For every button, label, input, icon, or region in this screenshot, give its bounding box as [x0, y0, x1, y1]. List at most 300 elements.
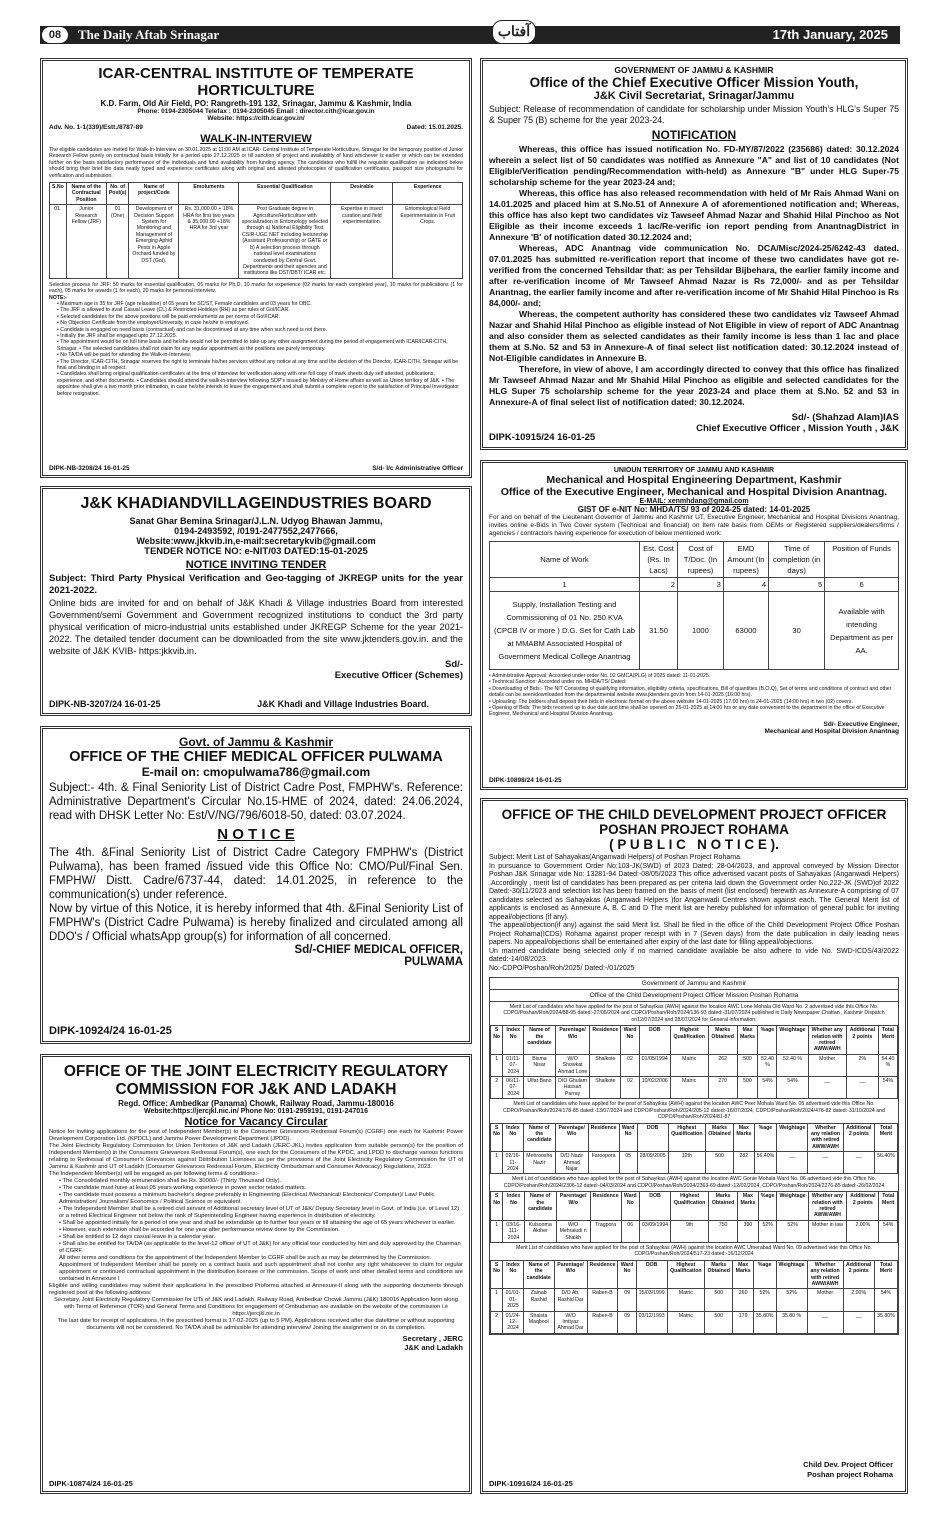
youth-paragraph: Therefore, in view of above, I am accordingly directed to convey that this office has finalized Mr Tawseef Ahmad Nazar and Mr Shahid Hilal Pinchoo as eligible and selected candidates for the HLG Super 75 scholarship scheme for the year 2023-24 and place them at S.No. 52 and 53 in Annexure-A of final select list of notification dated: 30.12.2024. [489, 364, 899, 407]
cdpo-cell: __ [777, 1152, 808, 1174]
mech-notes [489, 673, 899, 718]
mech-intro: For and on behalf of the Lieutenant Governor of Jammu and Kashmir UT, Executive Engineer, Mechanical and Hospital Divisions Anantnag, invites online e-Bids in Two Cover system (Technical and financial) on Item rate basis from OEMs or Registered suppliers/dealers/firms / agencies / contractors having experience for execution of below mentioned work: [489, 514, 899, 537]
cdpo-merit-table-4 [490, 1260, 898, 1334]
cdpo-cell: 28/09/2005 [637, 1152, 668, 1174]
mech-col-tdoc-cost: Cost of T/Doc. (In rupees) [678, 542, 724, 578]
mech-completion: 30 [769, 592, 825, 670]
mech-emd: 63000 [723, 592, 768, 670]
cdpo-cell: 09 [618, 1289, 636, 1311]
cdpo-col: Weightage [776, 1260, 807, 1289]
icar-cell: Post Graduate degree in Agriculture/Horticulture with specialization in Entomology selected through a) National Eligibility Test CSIR-UGC NET including lectureship (Assistant Professorship) or GATE or b) A selection process through national level examinations conducted by Central Govt. Departments and their agencies and institutions like DST/DBT/ ICAR etc. [239, 205, 331, 278]
table-row [491, 1220, 898, 1242]
jerc-term: • The Independent Member shall be a retired civil servant of Additional secretary level of UT of J&K/ Deputy Secretary level in Govt. of India (i.e. of Level 12) or a retired Electrical Engineer not below the rank of Superintending Engineer having experience in distribution of electricity. [59, 1206, 463, 1220]
cdpo-cell: Tragpora [590, 1220, 621, 1242]
jerc-title: OFFICE OF THE JOINT ELECTRICITY REGULATORY [63, 1063, 449, 1080]
khadi-subject: Subject: Third Party Physical Verification and Geo-tagging of JKREGP units for the year 2021-2022. [49, 573, 463, 596]
khadi-dipk: DIPK-NB-3207/24 16-01-25 [49, 699, 161, 709]
cdpo-col: Parentage/ W/o [555, 1026, 590, 1055]
cdpo-col: Parentage/ W/o [556, 1192, 590, 1221]
icar-cell: Development of Decision Support System for Monitoring and Management of Emerging Aphid Pests in Apple Orchard funded by DST (GoI). [129, 205, 179, 278]
icar-adv-number: Adv. No. 1-1(339)/Estt./8787-89 [49, 124, 143, 131]
icar-col-desirable: Desirable [331, 183, 393, 205]
cdpo-col: Total Merit [874, 1123, 897, 1152]
icar-note: • The Director, ICAR-CITH, Srinagar reserves the right to terminate his/her services without any notice at any time and the decision of the Director, ICAR-CITH, Srinagar will be final and binding in all respect. [57, 359, 463, 372]
youth-govt: GOVERNMENT OF JAMMU & KASHMIR [614, 65, 774, 75]
cdpo-col: Weightage [777, 1123, 808, 1152]
cdpo-merit-table-2 [490, 1123, 898, 1175]
cdpo-cell: D/O Nazir Ahmad Najar [555, 1152, 588, 1174]
cdpo-cell: 1 [491, 1054, 503, 1076]
cdpo-cell: 03/16-111-2024 [503, 1220, 524, 1242]
mech-dipk: DIPK-10898/24 16-01-25 [489, 777, 562, 784]
icar-col-posts: No. of Post(s) [106, 183, 129, 205]
table-row [491, 1311, 898, 1333]
icar-advertisement [40, 58, 472, 478]
cdpo-cell: 1 [491, 1152, 503, 1174]
cdpo-col: DOB [639, 1026, 670, 1055]
jerc-heading: Notice for Vacancy Circular [184, 1116, 328, 1128]
cdpo-cell: W/O Mehraiudi n Shaikh [556, 1220, 590, 1242]
cdpo-merit-table-3 [490, 1191, 898, 1243]
cdpo-col: Parentage/ W/o [554, 1260, 587, 1289]
jerc-term: • The candidate must possess a minimum bachelor's degree preferably in Engineering (Electrical /Mechanical/ Electronics/ Computer)/ Law/ Public Administration/ Journalism/ Economics / Political Science or equivalent. [59, 1192, 463, 1206]
cmo-subject: Subject:- 4th. & Final Seniority List of District Cadre Post, FMPHW's. Reference: Administrative Department's Circular No.15-HME of 2024, dated: 24.06.2024, read with DHSK Letter No: Est/V/NG/796/6018-50, dated: 03.07.2024. [49, 782, 463, 822]
jerc-term: • Shall be entitled to 12 days casual leave in a calendar year. [59, 1234, 463, 1241]
cdpo-col: Parentage/ W/o [555, 1123, 588, 1152]
cdpo-col: Whether any relation with retired AWW/AWH [807, 1260, 843, 1289]
youth-paragraph: Whereas, the competent authority has considered these two candidates viz Tawseef Ahmad Nazar and Shahid Hilal Pinchoo as eligible instead of Not Eligible in view of report of ADC Anantnag and also consider them as selected candidates as their family income is less than 1 lac and place them at S.No. 52 and 53 in Annexure-A of final select list notification dated: 30.12.2024 instead of Not-Eligible candidates in Annexure B. [489, 309, 899, 363]
cdpo-office: Office of the Child Development Project Officer Mission Poshan Rohama [490, 990, 898, 1002]
cdpo-cell: 52.40 % [758, 1054, 777, 1076]
table-row [491, 1054, 898, 1076]
icar-note: • No Objection Certificate from the employer/University, in case he/she is employed. [57, 320, 463, 326]
cdpo-body: The appeal/objection(if any) against the said Merit list. Shall be filed in the office of the Child Development Project Office Poshan Project Rohama(ICDS) Rohama against proper receipt with in 7 (Seven days) from the date publication in daily leading news papers. No appeal/objections shall be entertained after expiry of the last date for filling appeal/objections. [489, 922, 899, 946]
icar-date: Dated: 15.01.2025. [406, 124, 463, 131]
cdpo-cell: 01/24-12-2024 [503, 1311, 524, 1333]
jerc-signatory-org: J&K and Ladakh [404, 1343, 463, 1352]
youth-signatory: Sd/- (Shahzad Alam)IAS [791, 412, 899, 423]
icar-note: • Initially the JRF shall be engaged upto 27.12.2025. [57, 333, 463, 339]
mech-signatory-office: Mechanical and Hospital Division Anantnag [764, 727, 899, 735]
cdpo-col: S No [491, 1260, 503, 1289]
cdpo-col: Weightage [777, 1026, 808, 1055]
mech-note: • Opening of Bids: The bids received up to due date and time shall be opened on 25-01-2025 at 14:00 hrs or any date convenient to the department in the office of Executive Engineer, Mechanical and Hospital Division Anantnag. [489, 705, 899, 718]
cdpo-cell: 10/02/2006 [639, 1077, 670, 1099]
cdpo-col: Name of the candidate [524, 1192, 556, 1221]
cdpo-col: Ward No [621, 1026, 639, 1055]
cdpo-col: Marks Obtained [705, 1260, 733, 1289]
cdpo-cell: 12th [668, 1152, 705, 1174]
cdpo-cell: 02/16-11-2024 [503, 1152, 524, 1174]
cdpo-advertisement [480, 798, 908, 1494]
cmo-title: OFFICE OF THE CHIEF MEDICAL OFFICER PULWAMA [69, 749, 443, 765]
cdpo-cell: __ [808, 1077, 846, 1099]
cdpo-title: OFFICE OF THE CHILD DEVELOPMENT PROJECT OFFICER [501, 807, 887, 822]
cdpo-signatory-project: Poshan project Rohama [807, 1470, 893, 1479]
mech-department: Mechanical and Hospital Engineering Department, Kashmir [546, 474, 842, 486]
cmo-dipk: DIPK-10924/24 16-01-25 [49, 1025, 172, 1037]
cdpo-cell: 390 [737, 1220, 758, 1242]
mech-col-emd: EMD Amount (In rupees) [723, 542, 768, 578]
newspaper-header [40, 26, 900, 44]
table-row [491, 1289, 898, 1311]
cdpo-cell: Mother [808, 1054, 846, 1076]
cdpo-cell: 52% [753, 1289, 776, 1311]
jerc-paragraph: Appointment of Independent Member shall be purely on a contract basis and such appointment shall not confer any right whatsoever to claim for regular appointment or continued contractual appointment in the distribution licensee or the commission. Scope of work and other detailed terms and conditions are contained in Annexure I [59, 1262, 463, 1282]
jerc-advertisement [40, 1054, 472, 1494]
jerc-website: Website:https://jercjkl.nic.in/ Phone No: 0191-2959191, 0191-247016 [144, 1108, 368, 1115]
newspaper-logo: آفتاب [492, 20, 536, 44]
icar-col-emoluments: Emoluments [179, 183, 239, 205]
icar-col-project: Name of project/Code [129, 183, 179, 205]
mech-note: • Uploading: The bidders shall deposit their bids in electronic format on the above website 14-01-2025 (17:00 hrs) to 24-01-2025 (14:00 hrs) in two (02) covers. [489, 699, 899, 705]
cdpo-cell: Raben-B [587, 1289, 618, 1311]
mech-note: • Administrative Approval: Accorded under order No. 02 GMCA(PLG) of 2025 dated: 11-01-2025. [489, 673, 899, 679]
cdpo-cell: Matric [667, 1289, 704, 1311]
cdpo-cell: Faroopora [588, 1152, 619, 1174]
cdpo-col: Max Marks [733, 1260, 754, 1289]
cdpo-dipk: DIPK-10916/24 16-01-25 [489, 1479, 573, 1488]
khadi-signatory: Executive Officer (Schemes) [334, 670, 463, 681]
cdpo-cell: 56.40% [754, 1152, 777, 1174]
mech-col-number: 6 [825, 578, 899, 592]
icar-cell: Entomological Field Experimentation in Fruit Crops. [393, 205, 463, 278]
jerc-title-line2: COMMISSION FOR J&K AND LADAKH [115, 1081, 397, 1098]
cdpo-subject: Subject: Merit List of Sahayakas(Anganwadi Helpers) of Poshan Project Rohama. [489, 854, 742, 861]
cdpo-col: Residence [590, 1192, 621, 1221]
cdpo-col: Residence [590, 1026, 621, 1055]
icar-note: • The JRF is allowed to avail Casual Leave (CL) & Restricted Holidays (RH) as per rules of GoI/ICAR. [57, 307, 463, 313]
mech-col-completion: Time of completion (in days) [769, 542, 825, 578]
icar-cell: 01 (One) [106, 205, 129, 278]
jerc-address-paragraph: Secretary, Joint Electricity Regulatory Commission for UTs of J&K and Ladakh, Railway Road, Ambedkar Chowk Jammu (J&K) 180016 Application form along with Terms of Reference (TOR) and General Terms and Conditions for engagement of Ombudsman are available on the website of the commission i.e https://jercjkl.nic.in [54, 1297, 458, 1317]
cdpo-cell: 2% [846, 1054, 878, 1076]
cmo-heading: N O T I C E [217, 826, 295, 843]
cdpo-col: S No [491, 1192, 503, 1221]
newspaper-name: The Daily Aftab Srinagar [78, 27, 220, 42]
mech-col-number: 3 [678, 578, 724, 592]
cdpo-cell: Mother [807, 1289, 843, 1311]
icar-cell: 01. [50, 205, 67, 278]
cdpo-col: Additional 2 points [843, 1260, 874, 1289]
cdpo-cell: 2 [491, 1077, 503, 1099]
jerc-paragraph: The Independent Member(s) will be engaged as per following terms & conditions:- [49, 1171, 260, 1177]
cdpo-col: Marks Obtained [709, 1192, 738, 1221]
cdpo-col: Marks Obtained [708, 1026, 737, 1055]
cmo-advertisement [40, 726, 472, 1044]
cdpo-cell: 05 [619, 1152, 637, 1174]
cdpo-cell: W/O Showkat Ahmad Lone [555, 1054, 590, 1076]
icar-note: • No TA/DA will be paid for attending the Walk-in-Interview. [57, 352, 463, 358]
cdpo-col: Highest Qualification [667, 1260, 704, 1289]
jerc-term: • Shall also be entitled for TA/DA (as applicable to the level-12 officer of UT of J&K) for any official tour conducted by him and duly approved by the Chairman of CGRF. [59, 1241, 463, 1255]
cdpo-col: Whether any relation with retired AWW/AWH [808, 1192, 847, 1221]
cdpo-col: %age [754, 1123, 777, 1152]
cdpo-col: Highest Qualification [670, 1026, 708, 1055]
mech-col-number: 1 [490, 578, 640, 592]
cdpo-cell: 54% [878, 1077, 897, 1099]
cdpo-cell: 1 [491, 1289, 503, 1311]
icar-phone: Phone: 0194-2305044 Telefax : 0194-2305045 Email : director.cith@icar.gov.in [137, 108, 375, 115]
cdpo-col: S No [491, 1123, 503, 1152]
cdpo-cell: 179 [733, 1311, 754, 1333]
cdpo-col: S No [491, 1026, 503, 1055]
jerc-paragraph: The last date for receipt of applications, in the prescribed format is 17-02-2025 (up to 5 PM). Applications received after due dateltime or without supporting documents will not be considered. No TA/DA shall be admissible for attending interview/ Joining the assignment or on its completion. [57, 1318, 455, 1331]
cmo-email: E-mail on: cmopulwama786@gmail.com [141, 765, 371, 779]
cdpo-cell: 52% [777, 1220, 808, 1242]
youth-signatory-designation: Chief Executive Officer , Mission Youth , J&K [696, 423, 899, 434]
cdpo-cell: 54% [758, 1077, 777, 1099]
cdpo-cell: 03/09/1994 [640, 1220, 671, 1242]
cdpo-cell: Bisma Nisar [524, 1054, 556, 1076]
mech-est-cost: 31.50 [640, 592, 678, 670]
icar-table [49, 182, 463, 279]
mech-note: • Downloading of Bids:- The NIT Consisting of qualifying information, eligibility criteria, specifications, Bill of quantities (B.O.Q), Set of terms and conditions of contract and other details can be seen/downloaded from the departmental website www.jktenders.gov.in from 14-01-2025 (16:00 hrs). [489, 686, 899, 699]
cdpo-cell: Matric [670, 1077, 708, 1099]
youth-title: Office of the Chief Executive Officer Mission Youth, [529, 75, 859, 90]
cdpo-col: Total Merit [874, 1260, 897, 1289]
icar-col-qualification: Essential Qualification [239, 183, 331, 205]
cmo-govt: Govt. of Jammu & Kashmir [178, 735, 334, 749]
cdpo-col: DOB [637, 1123, 668, 1152]
cdpo-cell: 01/01-01-2025 [503, 1289, 524, 1311]
mech-gist: GIST OF e-NIT No: MHDA/TS/ 93 of 2024-25 dated: 14-01-2025 [577, 505, 811, 514]
jerc-term: • The candidate must have at least 05 years working experience in power sector related matters. [59, 1185, 463, 1192]
mechanical-hospital-advertisement [480, 460, 908, 790]
cdpo-col: Max Marks [737, 1192, 758, 1221]
cdpo-cell: 06 [621, 1220, 639, 1242]
icar-signatory: S/d- I/c Administrative Officer [372, 465, 463, 472]
cdpo-cell: Shalkote [590, 1077, 621, 1099]
cdpo-cell: 01/11-07-2024 [503, 1054, 524, 1076]
cdpo-col: Ward No [618, 1260, 636, 1289]
icar-col-position: Name of the Contractual Position [66, 183, 106, 205]
cdpo-cell: 54% [874, 1289, 897, 1311]
cdpo-cell: 260 [733, 1289, 754, 1311]
cdpo-col: Index No [503, 1192, 524, 1221]
jerc-term: • However, each extension shall be accorded for one year after performance review done by the Commission. [59, 1227, 463, 1234]
cdpo-cell: 15/03/1999 [636, 1289, 667, 1311]
cdpo-col: Highest Qualification [671, 1192, 709, 1221]
mech-ut: UNIOUN TERRITORY OF JAMMU AND KASHMIR [613, 467, 775, 474]
cdpo-cell: Matric [667, 1311, 704, 1333]
cdpo-cell: 35.80% [753, 1311, 776, 1333]
cdpo-section-caption: Merit List of candidates who have applied for the post of Sahayikas (AWH) against the location AWC Gonie Mohala Ward No. 06 advertised vide this Office No. CDPO/Poshan/Roh/2024/2306-12 dated:-04/03/2024 and CDPO/Poshan/Roh/2024/2363-69 dated:-12/02/2024, CDPO/Poshan/Roh/2024/2276-85 dated:-26/02/2024 [503, 1176, 885, 1189]
cdpo-cell: 2 [491, 1311, 503, 1333]
cdpo-col: Total Merit [878, 1026, 897, 1055]
jerc-paragraph: Notice for inviting applications for the post of Independent Member(s) to the Consumer Grievances Redressal Forum(s) (CGRF) one each for Kashmir Power Development Corporation Ltd. (KPDCL) and Jammu Power Development Department (JPDD). [49, 1129, 463, 1142]
icar-dipk: DIPK-NB-3208/24 16-01-25 [49, 465, 130, 472]
khadi-title: J&K KHADIANDVILLAGEINDUSTRIES BOARD [80, 495, 432, 512]
icar-col-sno: S.No [50, 183, 67, 205]
cdpo-cell: 52.40 % [777, 1054, 808, 1076]
icar-cell: Rs. 31,000.00 + 18% HRA for first two years & 35,000.00 +18% HRA for 3rd year [179, 205, 239, 278]
cdpo-cell: 52% [758, 1220, 777, 1242]
cdpo-cell: 54% [879, 1220, 898, 1242]
youth-subject: Subject: Release of recommendation of candidate for scholarship under Mission Youth's HLG's Super 75 & Super 75 (B) scheme for the year 2023-24. [489, 104, 899, 125]
cdpo-col: Name of the candidate [523, 1260, 554, 1289]
cdpo-col: DOB [640, 1192, 671, 1221]
mech-office: Office of the Executive Engineer, Mechanical and Hospital Division Anantnag. [500, 486, 888, 498]
cmo-paragraph: The 4th. &Final Seniority List of District Cadre Category FMPHW's (District Pulwama), has been framed /issued vide this Office No: CMO/Pul/Final Sen. FMPHW/ Distt. Cadre/6737-44, dated: 14.01.2025, in reference to the communication(s) under reference. [49, 847, 463, 901]
cdpo-cell: Zainab Rashid [523, 1289, 554, 1311]
jerc-term: • Shall be appointed initially for a period of one year and shall be extendable up to further four years or till attaining the age of 65 years whichever is earlier. [59, 1220, 463, 1227]
jerc-paragraph: The Joint Electricity Regulatory Commission for Union Territories of J&K and Ladakh (JERC-JKL) invites application from suitable person(s) for the position of Independent Member(s) in the Consumers Grievances Redressal Forum(s), one each for the Consumers of the KPDC, and LPDD to discharge various functions relating to Redressal of Consumer's Grievances against Distribution Licensees as per the provisions of the Joint Electricity Regulatory Commission for UT of Jammu & Kashmir and UT of Ladakh (Consumer Grievances Redressal Forum, Electricity Ombudsman and Consumer Advocacy) Regulations, 2023. [49, 1143, 463, 1170]
mech-col-est-cost: Est. Cost (Rs. In Lacs) [640, 542, 678, 578]
cdpo-cell: 54% [777, 1077, 808, 1099]
cdpo-col: %age [753, 1260, 776, 1289]
mission-youth-advertisement [480, 58, 908, 450]
cdpo-cell: 500 [705, 1152, 733, 1174]
cdpo-cell: __ [843, 1152, 874, 1174]
cdpo-cell: Mother in law [808, 1220, 847, 1242]
khadi-sd: Sd/- [445, 659, 463, 670]
cdpo-col: Marks Obtained [705, 1123, 733, 1152]
cdpo-col: Ward No [619, 1123, 637, 1152]
cdpo-cell: 2.00% [847, 1220, 879, 1242]
jerc-signatory: Secretary , JERC [402, 1334, 463, 1343]
cdpo-reference: No:-CDPO/Poshan/Roh/2025/ Dated:-/01/2025 [489, 964, 635, 972]
cdpo-cell: 282 [734, 1152, 754, 1174]
khadi-body: Online bids are invited for and on behalf of J&K Khadi & Village industries Board from interested Government/semi Government and Government recognized institutions to conduct the 3rd party physical verification of micro-industrial units established under JKREGP Scheme for the year 2021-2022. The detailed tender document can be downloaded from the site www.jktenders.gov.in. and the website of J&K KVIB- https:jkkvib.in. [49, 598, 463, 656]
cdpo-cell: 09 [618, 1311, 636, 1333]
cdpo-col: Index No [503, 1123, 524, 1152]
icar-note: • The appointment would be on full time basis and he/she would not be permitted to take up any other assignment during the period of engagement with ICAR/ICAR-CITH, Srinagar. • The selected candidates shall not claim for any regular appointment as the positions are purely temporary. [57, 339, 463, 352]
icar-note: • Candidate is engaged on need basis (contractual) and can be discontinued at any time when such need is not there. [57, 327, 463, 333]
cdpo-col: Whether any relation with retired AWW/AWH [808, 1026, 846, 1055]
khadi-website: Website:www.jkkvib.in,e-mail:secretarykvib@gmail.com [136, 536, 376, 546]
mech-col-number: 2 [640, 578, 678, 592]
youth-paragraph: Whereas, this office has issued notification No. FD-MY/87/2022 (235686) dated: 30.12.2024 wherein a select list of 50 candidates was notified as Annexure "A" and list of 10 candidates (Not Eligible/Verification pending/Recommendation with-held) as Annexure "B" under HLG Super-75 scholarship scheme for the year 2023-24 and; [489, 144, 899, 187]
cdpo-cell: __ [843, 1311, 874, 1333]
cdpo-cell: 35.80% [874, 1311, 897, 1333]
cdpo-body: Un married candidate being selected only if no married candidate available be also adhere to vide No. SWD-ICDS/43/2022 dated:-14/08/2023. [489, 947, 899, 963]
cdpo-cell: 01/05/1994 [639, 1054, 670, 1076]
cdpo-col: Name of the candidate [524, 1026, 556, 1055]
youth-title-line2: J&K Civil Secretariat, Srinagar/Jammu [593, 90, 795, 102]
youth-paragraph: Whereas, this office has also released recommendation with held of Mr Rais Ahmad Wani on 14.01.2025 and placed him at S.No.51 of Annexure A of aforementioned notification and; Whereas, this office has also kept two candidates viz Tawseef Ahmad Nazar and Shahid Hilal Pinchoo as Not Eligible as their income exceeds 1 lac/Re-verific ion report pending from AnantnagDistrict in Annexure 'B' of notification dated 30.12.2024 and; [489, 188, 899, 242]
icar-note: • Maximum age is 35 for JRF (age relaxation) of 05 years for SC/ST, Female candidates and 03 years for OBC. [57, 301, 463, 307]
mech-col-number: 5 [769, 578, 825, 592]
khadi-heading: NOTICE INVITING TENDER [185, 559, 327, 571]
cdpo-cell: __ [846, 1077, 878, 1099]
cdpo-cell: 1 [491, 1220, 503, 1242]
cdpo-col: Residence [588, 1123, 619, 1152]
cdpo-col: Whether any relation with retired AWW/AWH [808, 1123, 843, 1152]
cdpo-cell: Ulfat Bano [524, 1077, 556, 1099]
issue-date: 17th January, 2025 [772, 27, 888, 42]
cdpo-col: Max Marks [737, 1026, 758, 1055]
mech-email: E-MAIL: xenmhdang@gmail.com [639, 498, 749, 505]
icar-website: Website: https://cith.icar.gov.in/ [207, 115, 305, 122]
khadi-board: J&K Khadi and Village Industries Board. [257, 699, 429, 709]
icar-title: ICAR-CENTRAL INSTITUTE OF TEMPERATE HORTICULTURE [98, 65, 414, 99]
jerc-paragraph: Eligible and willing candidates may submit their applications in the prescribed Proforma attached at Annexure-II along with the supporting documents through registered post at the following address: [49, 1283, 463, 1296]
jerc-office: Regd. Office: Ambedkar (Panama) Chowk, Railway Road, Jammu-180016 [118, 1099, 394, 1108]
icar-address: K.D. Farm, Old Air Field, PO: Rangreth-191 132, Srinagar, Jammu & Kashmir, India [100, 99, 412, 108]
mech-col-number: 4 [723, 578, 768, 592]
page-number: 08 [42, 27, 68, 43]
cdpo-cell: __ [808, 1152, 843, 1174]
cdpo-col: Weightage [777, 1192, 808, 1221]
cdpo-title-line2: POSHAN PROJECT ROHAMA [599, 822, 789, 837]
cdpo-cell: 262 [708, 1054, 737, 1076]
mech-col-funds: Position of Funds [825, 542, 899, 578]
icar-intro: The eligible candidates are invited for Walk-In-Interview on 30.01.2025 at 11:00 AM at ICAR- Central Institute of Temperate Horticulture, Srinagar for the temporary position of Junior Research Fellow purely on contractual basis initially for a period upto 27.12.2025 or till sanction of project and availability of fund whichever is earlier or which can be extended further on the basis satisfactory performance of the individuals and fund availability from funding agency. The candidates who fulfill the requisite qualification as indicated below should bring their brief bio data neatly typed and experience certificates along with original and attested photocopies of qualification certificates, passport size photographs for verification and submission. [49, 147, 463, 179]
cdpo-section-caption: Merit List of candidates who have applied for the post of Sahayikas (AWH) against the location AWC Peer Mohala Ward No. 05 advertised vide this Office No. CDPO/Poshan/Roh/2024/178-85 dated:-13/07/2024 and CDPO/Poshan/Roh/2024/205-12 dated:-16/07/2024, CDPO/Poshan/Roh/2024/476-82 dated:-31/10/2024 and CDPO/Poshan/Roh/2024/81-87 [503, 1101, 885, 1121]
cdpo-col: Max Marks [734, 1123, 754, 1152]
cdpo-merit-lists [489, 977, 899, 1335]
icar-cell: Junior Research Fellow (JRF) [66, 205, 106, 278]
icar-notes [49, 301, 463, 397]
cdpo-col: %age [758, 1026, 777, 1055]
cdpo-section-caption: Merit List of candidates who have applied for the post of Sahayikas (AWH) against the location AWC Umerabad Ward No. 09 advertised vide this Office No. CDPO/Poshan/Roh/2024/517-23 dated:-16/12/2024 [516, 1245, 872, 1258]
icar-note-label: NOTE:- [49, 294, 67, 301]
cdpo-cell: Shaista Maqbool [523, 1311, 554, 1333]
cdpo-col: Additional 2 points [846, 1026, 878, 1055]
cdpo-cell: 52% [776, 1289, 807, 1311]
cdpo-cell: __ [807, 1311, 843, 1333]
cdpo-cell: 500 [705, 1311, 733, 1333]
mech-table [489, 541, 899, 670]
youth-heading: NOTIFICATION [651, 128, 737, 142]
icar-note: • Candidates shall bring original qualification certificates at the time of interview for verification along with one full copy of mark sheets duly self attested, publications, experience, and other documents. • Candidates should attend the walk-in-interview following SOP's issued by Ministry of Home affairs as well as Union territory of J&K. • The appointee shall give a two month prior intimation, in case he/she intends to leave the engagement and shall submit a complete report to the satisfaction of Principal Investigator before resignation. [57, 371, 463, 397]
cdpo-col: %age [758, 1192, 777, 1221]
mech-signatory: Sd/- Executive Engineer, [823, 720, 899, 728]
cdpo-cell: 06/11-07-2024 [503, 1077, 524, 1099]
mech-col-name-of-work: Name of Work [490, 542, 640, 578]
jerc-dipk: DIPK-10874/24 16-01-25 [49, 1479, 133, 1488]
cdpo-cell: Kulsooma Akther [524, 1220, 556, 1242]
cmo-signatory: Sd/-CHIEF MEDICAL OFFICER, [294, 944, 463, 956]
icar-selection-process: Selection process for JRF: 50 marks for essential qualification, 05 marks for Ph.D, 10 marks for experience (02 marks for each completed year), 10 marks for publications (1 for each), 05 marks for awards (1 for each), 20 marks for personal interview. [49, 281, 463, 295]
khadi-advertisement [40, 486, 472, 716]
mech-note: • Technical Sanction: Accorded under no. MHDA/TS/ Dated: [489, 679, 899, 685]
cdpo-col: Index No [503, 1026, 524, 1055]
khadi-tender-number: TENDER NOTICE NO: e-NIT/03 DATED:15-01-2025 [144, 546, 368, 557]
khadi-address: Sanat Ghar Bemina Srinagar/J.L.N. Udyog Bhawan Jammu, [129, 516, 383, 526]
khadi-phone: 0194-2493592, /0191-2477552,2477666, [174, 526, 338, 536]
cmo-paragraph: Now by virtue of this Notice, it is hereby informed that 4th. &Final Seniority List of FMPHW's (District Cadre Pulwama) is hereby finalized and circulated among all DDO's / Official whatsApp group(s) for information of all concerned. [49, 903, 463, 943]
cdpo-col: Name of the candidate [523, 1123, 555, 1152]
cdpo-cell: 02 [621, 1054, 639, 1076]
icar-note: • Selected candidates for the above positions will be paid emoluments as per norms of GoI/ICAR. [57, 314, 463, 320]
cdpo-cell: 2.00% [843, 1289, 874, 1311]
cdpo-cell: 56.40% [874, 1152, 897, 1174]
icar-heading: WALK-IN-INTERVIEW [200, 133, 312, 145]
cdpo-section-caption: Merit List of candidates who have applied for the post of Sahayikas (AWH) against the location AWC Lone Mohala Old Ward No. 2 advertised vide this Office No. CDPO/Poshan/Roh/2024/88-95 dated:-27/06/2024 and CDPO/Poshan/Roh/2024/136-93 dated:-31/07/2024 published in Daily Newspaper Chattan , Kashmir Dispatch on12/07/2024 and 28/07/2024 for General information. [503, 1004, 885, 1023]
cdpo-merit-table-1 [490, 1025, 898, 1099]
cdpo-col: Index No [503, 1260, 524, 1289]
cdpo-col: DOB [636, 1260, 667, 1289]
cdpo-cell: Mehroosha Nazir [523, 1152, 555, 1174]
youth-paragraph: Whereas, ADC Anantnag vide communication No. DCA/Misc/2024-25/6242-43 dated. 07.01.2025 has submitted re-verification report that income of these two candidates have got re-verified from the concerned Tehsildar that: as per Tehsildar Bijbehara, the earlier family income and after re-verification income of Mr Tawseef Ahmad Nazar is Rs 72,000/- and as per Tehsildar Anantnag, the earlier family income and after re-verification income of Mr Shahid Hilal Pinchoo is Rs 84,000/- and; [489, 243, 899, 308]
jerc-paragraph: All other terms and conditions for the appointment of the Independent Member to CGRF shall be such as may be determined by the Commission. [59, 1255, 432, 1261]
cdpo-cell: Shalkote [590, 1054, 621, 1076]
cdpo-signatory: Child Dev. Project Officer [803, 1460, 893, 1469]
cdpo-col: Additional 2 points [847, 1192, 879, 1221]
jerc-terms [49, 1178, 463, 1255]
cdpo-col: Ward No [621, 1192, 639, 1221]
cdpo-cell: Raben-B [587, 1311, 618, 1333]
cdpo-cell: D/O Ghulam Hassan Parray [555, 1077, 590, 1099]
cdpo-cell: 9th [671, 1220, 709, 1242]
cdpo-govt: Government of Jammu and Kashmir [490, 978, 898, 990]
cdpo-cell: 750 [709, 1220, 738, 1242]
icar-col-experience: Experience [393, 183, 463, 205]
cdpo-col: Highest Qualification [668, 1123, 705, 1152]
cdpo-col: Additional 2 points [843, 1123, 874, 1152]
